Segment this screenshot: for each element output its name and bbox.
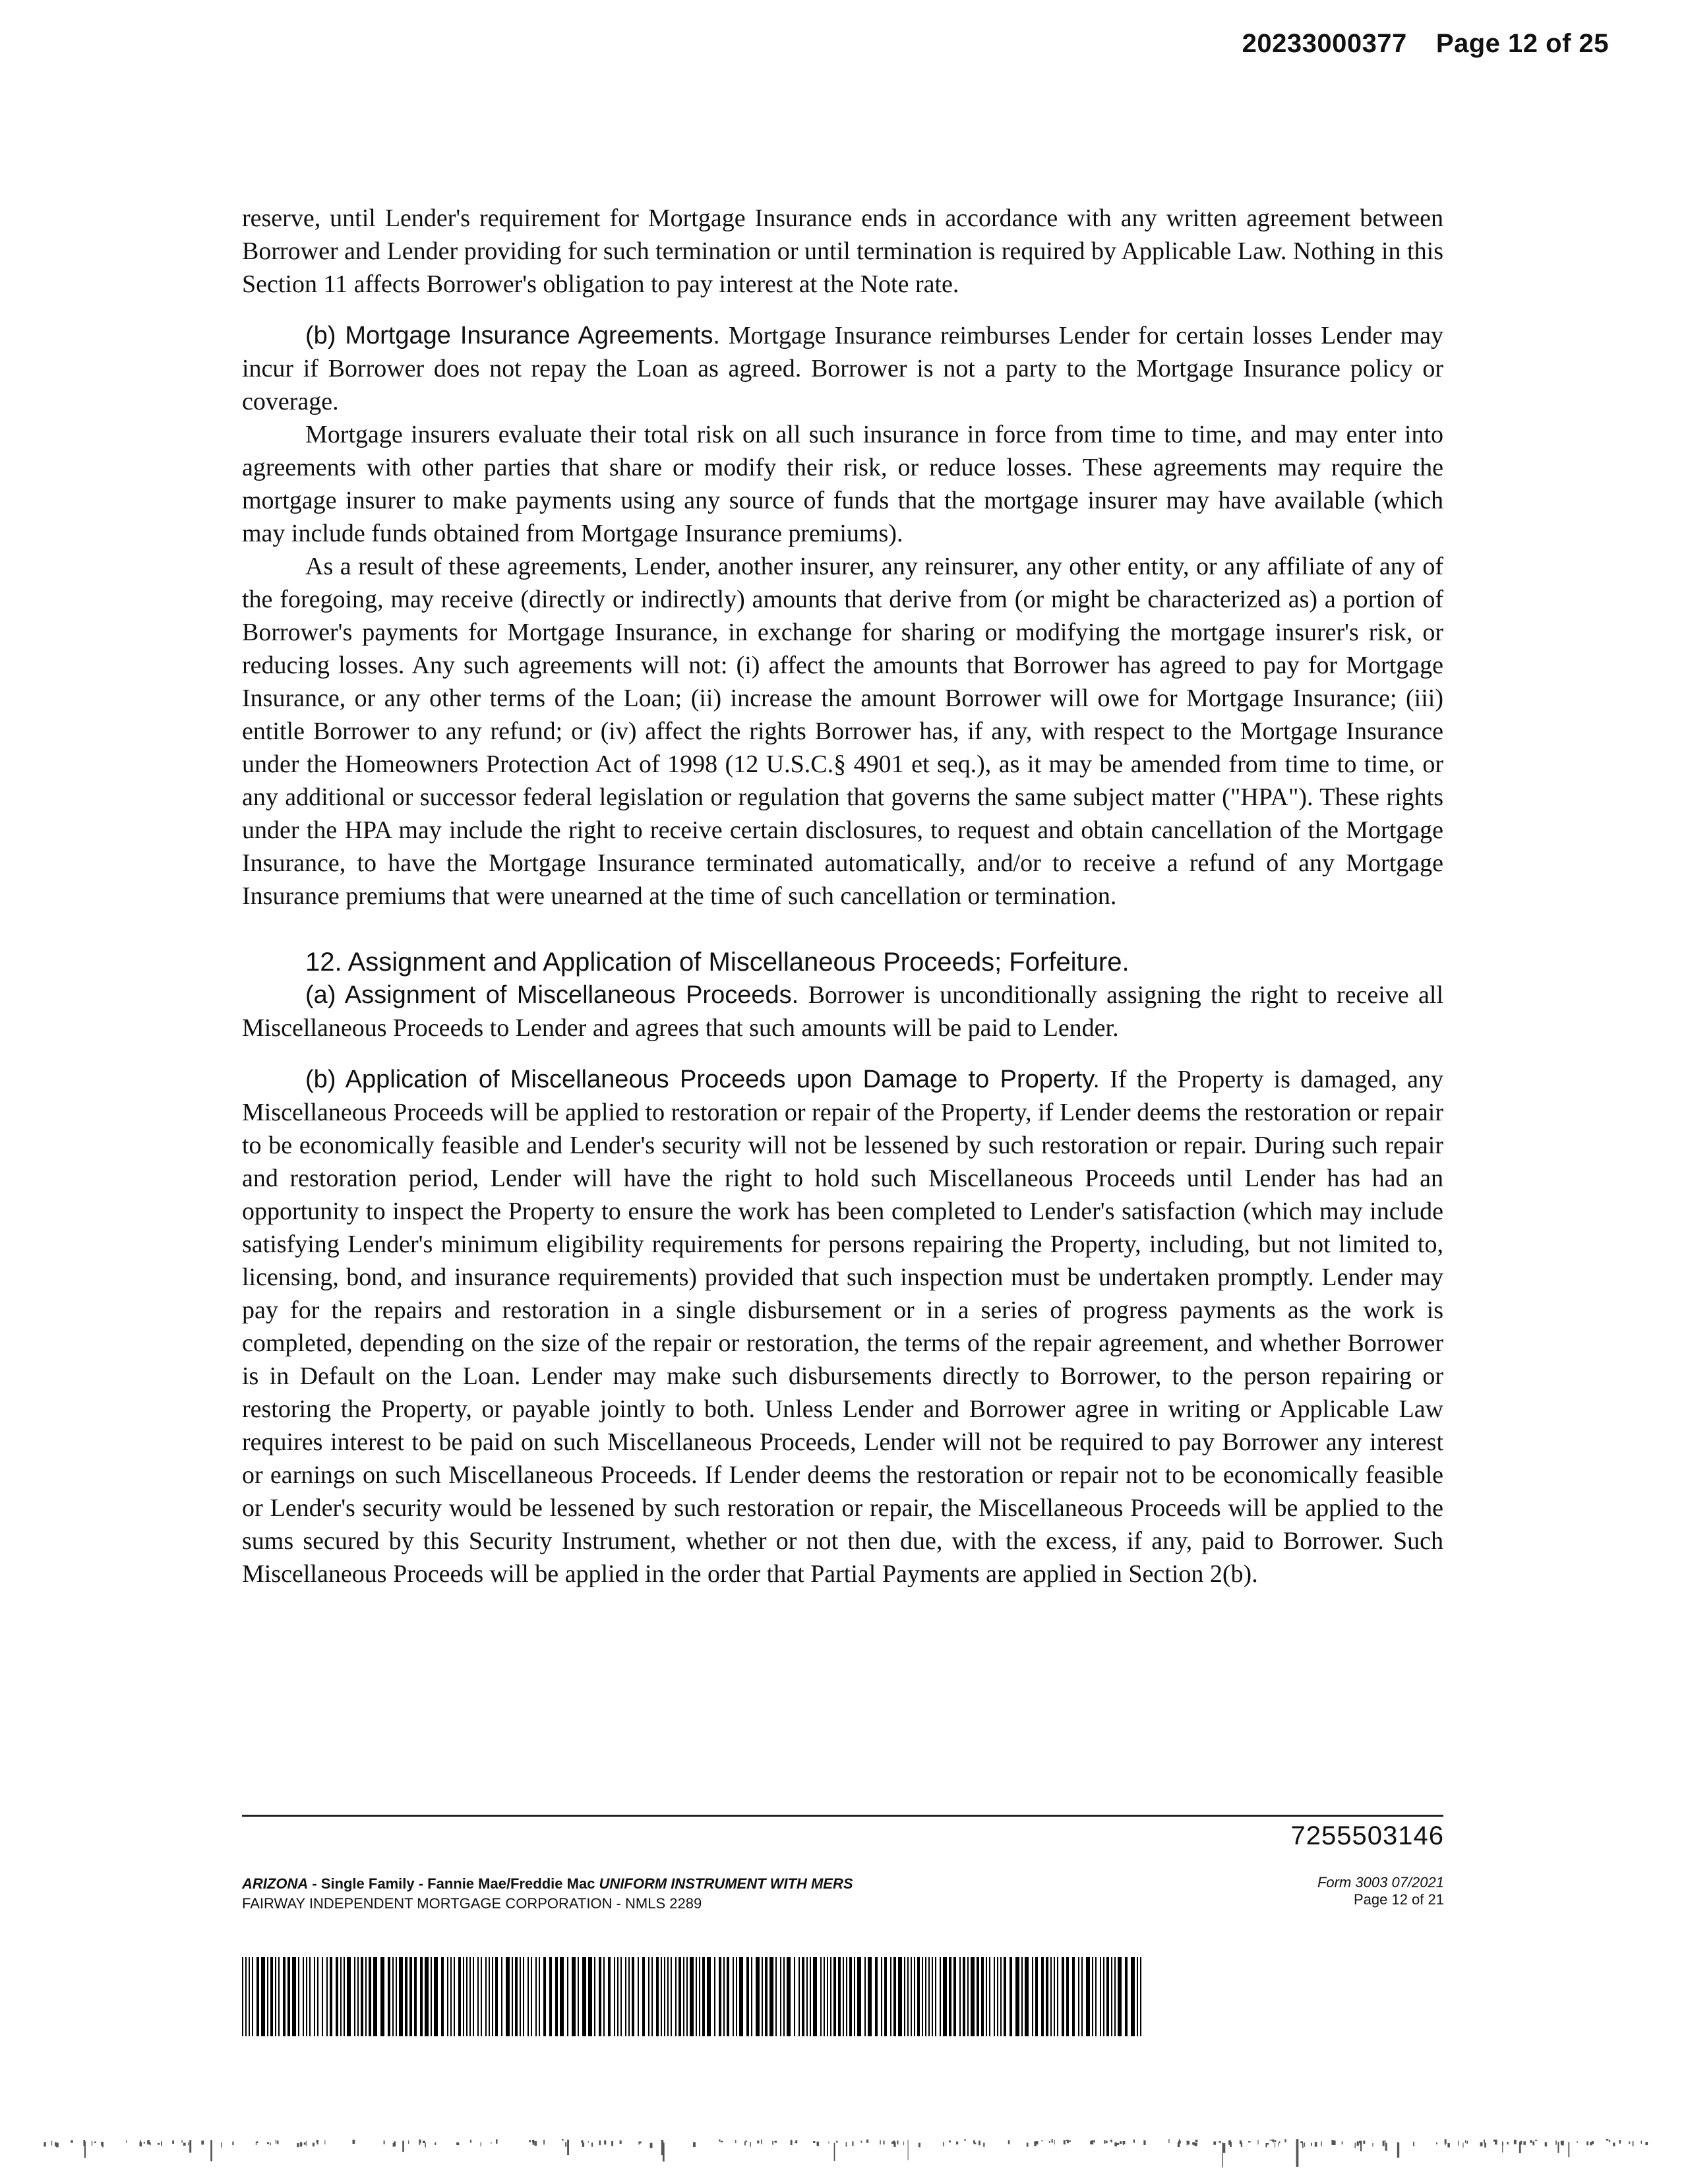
recording-number: 20233000377 — [1242, 29, 1407, 58]
footer-state-line: - Single Family - Fannie Mae/Freddie Mac — [308, 1875, 599, 1892]
subsection-text-12b: If the Property is damaged, any Miscellaneous Proceeds will be applied to restoration or repair of the Property, if Lender deems the restoration or repair to be economically feasible and Lender's security will not be lessened by such restoration or repair. During such repair and restoration period, Lender will have the right to hold such Miscellaneous Proceeds until Lender has had an opportunity to inspect the Property to ensure the work has been completed to Lender's satisfaction (which may include satisfying Lender's minimum eligibility requirements for persons repairing the Property, including, but not limited to, licensing, bond, and insurance requirements) provided that such inspection must be undertaken promptly. Lender may pay for the repairs and restoration in a single disbursement or in a series of progress payments as the work is completed, depending on the size of the repair or restoration, the terms of the repair agreement, and whether Borrower is in Default on the Loan. Lender may make such disbursements directly to Borrower, to the person repairing or restoring the Property, or payable jointly to both. Unless Lender and Borrower agree in writing or Applicable Law requires interest to be paid on such Miscellaneous Proceeds, Lender will not be required to pay Borrower any interest or earnings on such Miscellaneous Proceeds. If Lender deems the restoration or repair not to be economically feasible or Lender's security would be lessened by such restoration or repair, the Miscellaneous Proceeds will be applied to the sums secured by this Security Instrument, whether or not then due, with the excess, if any, paid to Borrower. Such Miscellaneous Proceeds will be applied in the order that Partial Payments are applied in Section 2(b). — [242, 1066, 1444, 1588]
footer-form-number: Form 3003 07/2021 — [1317, 1874, 1444, 1891]
document-body — [242, 202, 1443, 1591]
subsection-title-12a: (a) Assignment of Miscellaneous Proceeds. — [305, 981, 799, 1009]
footer-form-title — [242, 1874, 853, 1894]
footer-state: ARIZONA — [242, 1875, 309, 1892]
barcode-image — [242, 1957, 1141, 2036]
subsection-text-11b: Mortgage Insurance reimburses Lender for certain losses Lender may incur if Borrower does not repay the Loan as agreed. Borrower is not a party to the Mortgage Insurance policy or coverage. — [242, 322, 1444, 415]
paragraph-mortgage-insurers: Mortgage insurers evaluate their total risk on all such insurance in force from time to time, and may enter into agreements with other parties that share or modify their risk, or reduce losses. These agreements may require the mortgage insurer to make payments using any source of funds that the mortgage insurer may have available (which may include funds obtained from Mortgage Insurance premiums). — [242, 421, 1443, 547]
section-12-heading: 12. Assignment and Application of Miscellaneous Proceeds; Forfeiture. — [305, 948, 1130, 977]
footer-instrument: UNIFORM INSTRUMENT WITH MERS — [599, 1875, 853, 1892]
footer-divider — [242, 1815, 1443, 1817]
loan-number: 7255503146 — [1290, 1821, 1444, 1850]
scan-artifact-strip — [40, 2139, 1648, 2172]
footer-form-info — [1317, 1874, 1444, 1908]
subsection-title-12b: (b) Application of Miscellaneous Proceeds upon Damage to Property. — [305, 1066, 1100, 1093]
footer-form-page: Page 12 of 21 — [1353, 1891, 1444, 1908]
paragraph-intro: reserve, until Lender's requirement for Mortgage Insurance ends in accordance with any written agreement between Borrower and Lender providing for such termination or until termination is required by Applicable Law. Nothing in this Section 11 affects Borrower's obligation to pay interest at the Note rate. — [242, 204, 1443, 298]
paragraph-12a — [242, 979, 1443, 1045]
subsection-text-12a: Borrower is unconditionally assigning the right to receive all Miscellaneous Proceeds to Lender and agrees that such amounts will be paid to Lender. — [242, 981, 1444, 1042]
paragraph-agreements-result: As a result of these agreements, Lender, another insurer, any reinsurer, any other entity, or any affiliate of any of the foregoing, may receive (directly or indirectly) amounts that derive from (or might be characterized as) a portion of Borrower's payments for Mortgage Insurance, in exchange for sharing or modifying the mortgage insurer's risk, or reducing losses. Any such agreements will not: (i) affect the amounts that Borrower has agreed to pay for Mortgage Insurance, or any other terms of the Loan; (ii) increase the amount Borrower will owe for Mortgage Insurance; (iii) entitle Borrower to any refund; or (iv) affect the rights Borrower has, if any, with respect to the Mortgage Insurance under the Homeowners Protection Act of 1998 (12 U.S.C.§ 4901 et seq.), as it may be amended from time to time, or any additional or successor federal legislation or regulation that governs the same subject matter ("HPA"). These rights under the HPA may include the right to receive certain disclosures, to request and obtain cancellation of the Mortgage Insurance, to have the Mortgage Insurance terminated automatically, and/or to receive a refund of any Mortgage Insurance premiums that were unearned at the time of such cancellation or termination. — [242, 553, 1443, 910]
footer-form-description — [242, 1874, 853, 1914]
footer-lender: FAIRWAY INDEPENDENT MORTGAGE CORPORATION - NMLS 2289 — [242, 1895, 702, 1912]
subsection-title-11b: (b) Mortgage Insurance Agreements. — [305, 322, 720, 349]
paragraph-11b — [242, 319, 1443, 418]
paragraph-12b — [242, 1063, 1443, 1591]
recording-header — [1242, 29, 1609, 59]
recording-page-label: Page 12 of 25 — [1435, 29, 1609, 58]
